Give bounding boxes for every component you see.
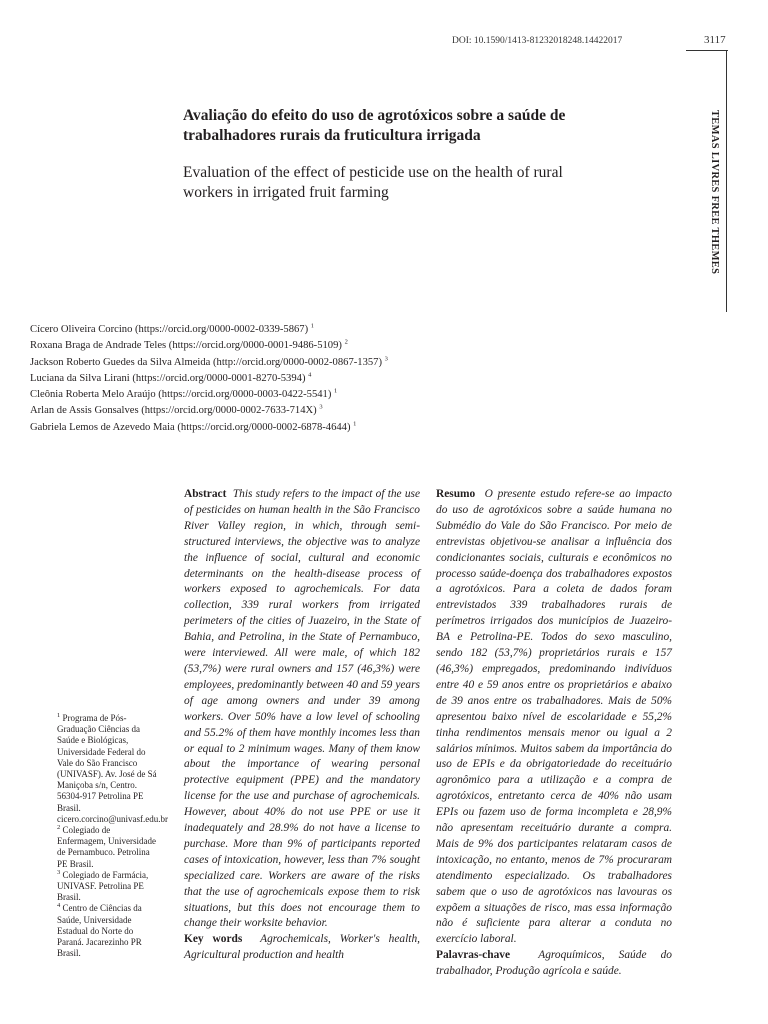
author-list bbox=[30, 322, 670, 436]
affiliation: $^3$ Colegiado de Farmácia, UNIVASF. Petrolina PE Brasil. bbox=[57, 868, 149, 903]
abstract-label: Abstract bbox=[184, 488, 227, 500]
author[interactable]: Jackson Roberto Guedes da Silva Almeida (http://orcid.org/0000-0002-0867-1357) $^3$ bbox=[30, 355, 388, 368]
author[interactable]: Roxana Braga de Andrade Teles (https://orcid.org/0000-0001-9486-5109) $^2$ bbox=[30, 338, 348, 352]
abstract-text: This study refers to the impact of the use of pesticides on human health in the São Francisco River Valley region, in which, through semi-structured interviews, the objective was to analyze the influence of social, cultural and economic determinants on the health-disease process of workers exposed to agrochemicals. For data collection, 339 rural workers from irrigated perimeters of the cities of Juazeiro, in the State of Bahia, and Petrolina, in the State of Pernambuco, were interviewed. All were male, of which 182 (53,7%) were rural owners and 157 (46,3%) were employees, predominantly between 40 and 59 years of age among owners and under 39 among workers. Over 50% have a low level of schooling and 55.2% of them have monthly incomes less than or equal to 2 minimum wages. Many of them know about the importance of wearing personal protective equipment (PPE) and the mandatory license for the use and purchase of agrochemicals. However, about 40% do not use PPE or use it inadequately and 28.9% do not have a license to purchase. More than 9% of participants reported cases of intoxication, however, less than 7% sought specialized care. Workers are aware of the risks that the use of agrochemicals expose them to risk situations, but this does not encourage them to change their worksite behavior. bbox=[184, 488, 421, 930]
title-english bbox=[183, 163, 613, 203]
author[interactable]: Gabriela Lemos de Azevedo Maia (https://orcid.org/0000-0002-6878-4644) $^1$ bbox=[30, 420, 357, 433]
affiliations bbox=[57, 712, 168, 959]
abstract-portuguese bbox=[436, 487, 672, 980]
title-english-line: workers in irrigated fruit farming bbox=[183, 184, 389, 201]
palavras-chave-text: Agroquímicos, Saúde do trabalhador, Produção agrícola e saúde. bbox=[436, 949, 672, 978]
doi[interactable]: DOI: 10.1590/1413-81232018248.14422017 bbox=[452, 36, 623, 46]
title-portuguese bbox=[183, 106, 603, 146]
resumo-label: Resumo bbox=[436, 488, 476, 500]
keywords-text: Agrochemicals, Worker's health, Agricultural production and health bbox=[184, 933, 420, 962]
author[interactable]: Cleônia Roberta Melo Araújo (https://orcid.org/0000-0003-0422-5541) $^1$ bbox=[30, 387, 338, 401]
keywords-label: Key words bbox=[184, 933, 243, 946]
title-english-line: Evaluation of the effect of pesticide use on the health of rural bbox=[183, 164, 563, 181]
author[interactable]: Arlan de Assis Gonsalves (https://orcid.org/0000-0002-7633-714X) $^3$ bbox=[30, 403, 323, 417]
side-rule-horizontal bbox=[686, 50, 728, 51]
abstract-english bbox=[184, 487, 420, 964]
section-label: TEMAS LIVRES FREE THEMES bbox=[709, 110, 720, 275]
affiliation: $^4$ Centro de Ciências da Saúde, Universidade Estadual do Norte do Paraná. Jacarezinho PR Brasil. bbox=[57, 902, 142, 959]
palavras-chave-label: Palavras-chave bbox=[436, 949, 511, 962]
affiliation: $^1$ Programa de Pós-Graduação Ciências da Saúde e Biológicas, Universidade Federal do Vale do São Francisco (UNIVASF). Av. José de Sá Maniçoba s/n, Centro. 56304-917 Petrolina PE Brasil. cicero.corcino@univasf.edu.br bbox=[57, 712, 168, 824]
side-rule-vertical bbox=[726, 50, 727, 312]
page-number: 3117 bbox=[704, 34, 726, 46]
title-portuguese-line: Avaliação do efeito do uso de agrotóxicos sobre a saúde de bbox=[183, 107, 566, 124]
affiliation: $^2$ Colegiado de Enfermagem, Universidade de Pernambuco. Petrolina PE Brasil. bbox=[57, 824, 156, 869]
author[interactable]: Cícero Oliveira Corcino (https://orcid.org/0000-0002-0339-5867) $^1$ bbox=[30, 322, 315, 335]
resumo-text: O presente estudo refere-se ao impacto do uso de agrotóxicos sobre a saúde humana no Submédio do Vale do São Francisco. Por meio de entrevistas objetivou-se analisar a influência dos condicionantes sociais, culturais e econômicos no processo saúde-doença dos trabalhadores expostos a agrotóxicos. Para a coleta de dados foram entrevistados 339 trabalhadores rurais de perímetros irrigados dos municípios de Juazeiro-BA e Petrolina-PE. Todos do sexo masculino, sendo 182 (53,7%) proprietários rurais e 157 (46,3%) empregados, predominando indivíduos entre 40 e 59 anos entre os proprietários e abaixo de 39 anos entre os trabalhadores. Mais de 50% apresentou baixo nível de escolaridade e 55,2% tinha rendimentos mensais menor ou igual a 2 salários mínimos. Muitos sabem da importância do uso de EPIs e da obrigatoriedade do receituário agronômico para a utilização e a compra de agrotóxicos, entretanto cerca de 40% não usam EPIs ou fazem uso de forma incompleta e 28,9% não apresentam receituário durante a compra. Mais de 9% dos participantes relataram casos de intoxicação, no entanto, menos de 7% procuraram atendimento especializado. Os trabalhadores sabem que o uso de agrotóxicos nas lavouras os expõem a situações de risco, mas essa informação não é suficiente para alterar a conduta no exercício laboral. bbox=[436, 488, 672, 946]
author[interactable]: Luciana da Silva Lirani (https://orcid.org/0000-0001-8270-5394) $^4$ bbox=[30, 371, 312, 384]
title-portuguese-line: trabalhadores rurais da fruticultura irrigada bbox=[183, 127, 481, 144]
